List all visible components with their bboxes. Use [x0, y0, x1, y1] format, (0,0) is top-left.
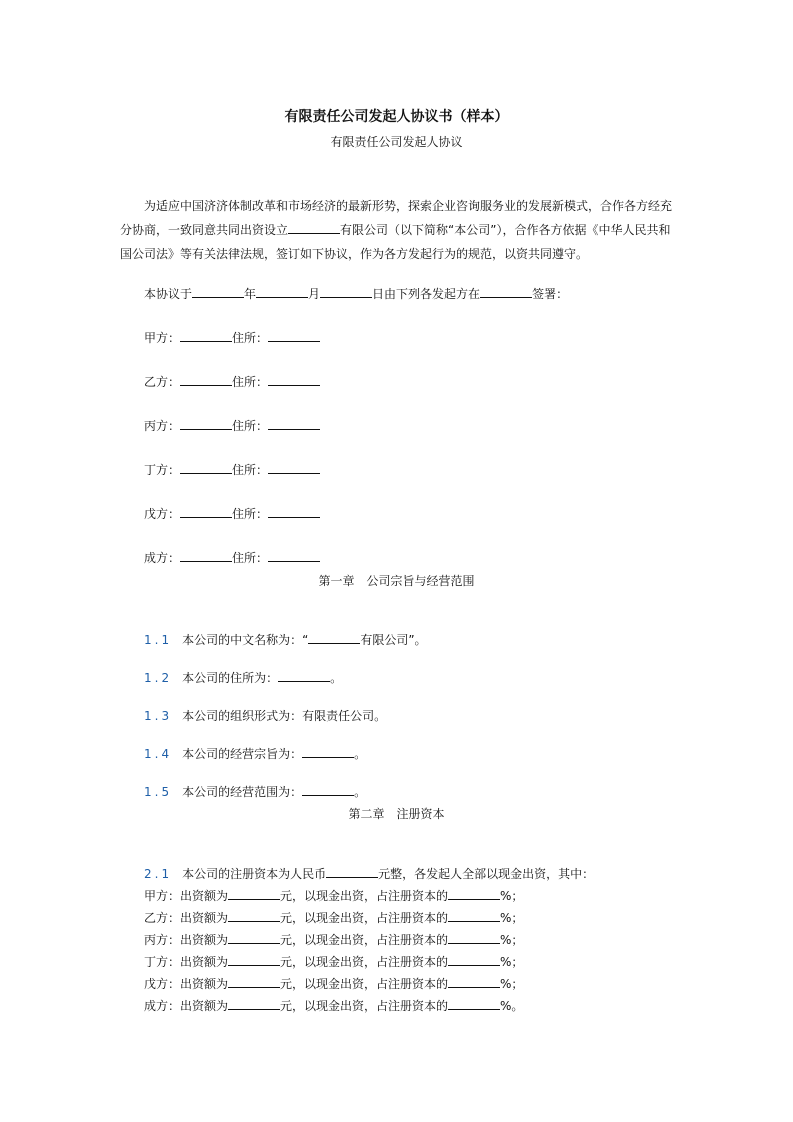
article-number: 1.3: [144, 709, 173, 723]
blank: [268, 506, 320, 518]
blank: [448, 954, 500, 966]
article-line: [144, 784, 366, 800]
blank: [268, 418, 320, 430]
blank: [278, 670, 330, 682]
capital-mid: 元，以现金出资，占注册资本的: [280, 977, 449, 991]
capital-party: 戊方：出资额为: [144, 977, 229, 991]
blank: [448, 998, 500, 1010]
blank: [180, 374, 232, 386]
capital-end: %。: [500, 999, 524, 1013]
capital-party: 甲方：出资额为: [144, 889, 229, 903]
blank: [480, 286, 532, 298]
blank: [228, 932, 280, 944]
capital-end: %；: [500, 933, 524, 947]
article-text: 本公司的经营宗旨为：: [182, 747, 303, 761]
capital-party: 丙方：出资额为: [144, 933, 229, 947]
sign-year: 年: [244, 287, 257, 301]
sign-month: 月: [308, 287, 321, 301]
party-line: [144, 418, 320, 434]
party-line: [144, 330, 320, 346]
article-number: 1.5: [144, 785, 173, 799]
capital-mid: 元，以现金出资，占注册资本的: [280, 933, 449, 947]
blank: [192, 286, 244, 298]
article-line: [144, 866, 594, 882]
capital-end: %；: [500, 911, 524, 925]
blank: [180, 330, 232, 342]
chapter-heading: [0, 573, 793, 589]
capital-end: %；: [500, 977, 524, 991]
party-line: [144, 506, 320, 522]
document-title: 有限责任公司发起人协议书（样本）: [284, 109, 509, 125]
intro-paragraph: [120, 194, 680, 266]
blank: [268, 550, 320, 562]
party-addr-label: 住所：: [232, 507, 269, 521]
capital-line: [144, 910, 523, 926]
blank: [228, 910, 280, 922]
capital-mid: 元，以现金出资，占注册资本的: [280, 911, 449, 925]
chapter-number: 第一章: [318, 574, 355, 588]
party-name: 丁方：: [144, 463, 181, 477]
article-text: 本公司的注册资本为人民币: [182, 867, 327, 881]
blank: [448, 888, 500, 900]
blank: [308, 632, 360, 644]
blank: [448, 910, 500, 922]
capital-line: [144, 932, 523, 948]
blank: [448, 932, 500, 944]
capital-end: %；: [500, 889, 524, 903]
capital-line: [144, 998, 523, 1014]
blank: [302, 784, 354, 796]
capital-line: [144, 888, 523, 904]
article-text-end: 有限公司”。: [360, 633, 427, 647]
party-line: [144, 374, 320, 390]
article-number: 1.2: [144, 671, 173, 685]
chapter-name: 注册资本: [396, 807, 445, 821]
capital-line: [144, 954, 523, 970]
chapter-heading: [0, 806, 793, 822]
blank: [256, 286, 308, 298]
blank: [180, 550, 232, 562]
party-addr-label: 住所：: [232, 463, 269, 477]
sign-suffix: 签署：: [532, 287, 569, 301]
article-text: 本公司的组织形式为：有限责任公司。: [182, 709, 387, 723]
article-number: 1.4: [144, 747, 173, 761]
intro-text-2: 有限公司（以下简称“本公司”），合作各方依据《中华人民共和国公司法》等有关法律法规，签订如下协议，作为各方发起行为的规范，以资共同遵守。: [120, 223, 671, 261]
party-name: 甲方：: [144, 331, 181, 345]
capital-party: 成方：出资额为: [144, 999, 229, 1013]
article-number: 2.1: [144, 867, 173, 881]
capital-mid: 元，以现金出资，占注册资本的: [280, 955, 449, 969]
capital-mid: 元，以现金出资，占注册资本的: [280, 889, 449, 903]
capital-party: 丁方：出资额为: [144, 955, 229, 969]
blank: [268, 374, 320, 386]
capital-mid: 元，以现金出资，占注册资本的: [280, 999, 449, 1013]
article-text-end: 。: [330, 671, 343, 685]
blank: [268, 462, 320, 474]
sign-line: [144, 286, 568, 302]
article-line: [144, 670, 342, 686]
party-line: [144, 462, 320, 478]
party-addr-label: 住所：: [232, 375, 269, 389]
blank: [326, 866, 378, 878]
article-text-end: 元整，各发起人全部以现金出资，其中：: [378, 867, 595, 881]
article-number: 1.1: [144, 633, 173, 647]
document-subtitle: 有限责任公司发起人协议: [330, 135, 463, 149]
blank: [228, 998, 280, 1010]
article-text-end: 。: [354, 785, 367, 799]
blank: [180, 506, 232, 518]
party-name: 乙方：: [144, 375, 181, 389]
party-addr-label: 住所：: [232, 419, 269, 433]
blank: [320, 286, 372, 298]
party-line: [144, 550, 320, 566]
chapter-name: 公司宗旨与经营范围: [366, 574, 475, 588]
article-text: 本公司的经营范围为：: [182, 785, 303, 799]
party-name: 成方：: [144, 551, 181, 565]
sign-prefix: 本协议于: [144, 287, 193, 301]
chapter-number: 第二章: [348, 807, 385, 821]
article-text: 本公司的住所为：: [182, 671, 279, 685]
company-name-blank: [288, 222, 340, 234]
blank: [228, 954, 280, 966]
blank: [180, 462, 232, 474]
article-text-end: 。: [354, 747, 367, 761]
blank: [180, 418, 232, 430]
blank: [268, 330, 320, 342]
blank: [448, 976, 500, 988]
party-addr-label: 住所：: [232, 551, 269, 565]
party-name: 丙方：: [144, 419, 181, 433]
blank: [228, 976, 280, 988]
capital-end: %；: [500, 955, 524, 969]
capital-line: [144, 976, 523, 992]
article-line: [144, 708, 386, 724]
article-text: 本公司的中文名称为：“: [182, 633, 309, 647]
article-line: [144, 746, 366, 762]
capital-party: 乙方：出资额为: [144, 911, 229, 925]
intro-text-1: 为适应中国济济体制改革和市场经济的最新形势，探索企业咨询服务业的发展新模式，合作各方经充分协商，一致同意共同出资设立: [120, 199, 673, 237]
party-addr-label: 住所：: [232, 331, 269, 345]
blank: [302, 746, 354, 758]
article-line: [144, 632, 427, 648]
party-name: 戊方：: [144, 507, 181, 521]
blank: [228, 888, 280, 900]
sign-day: 日由下列各发起方在: [372, 287, 481, 301]
